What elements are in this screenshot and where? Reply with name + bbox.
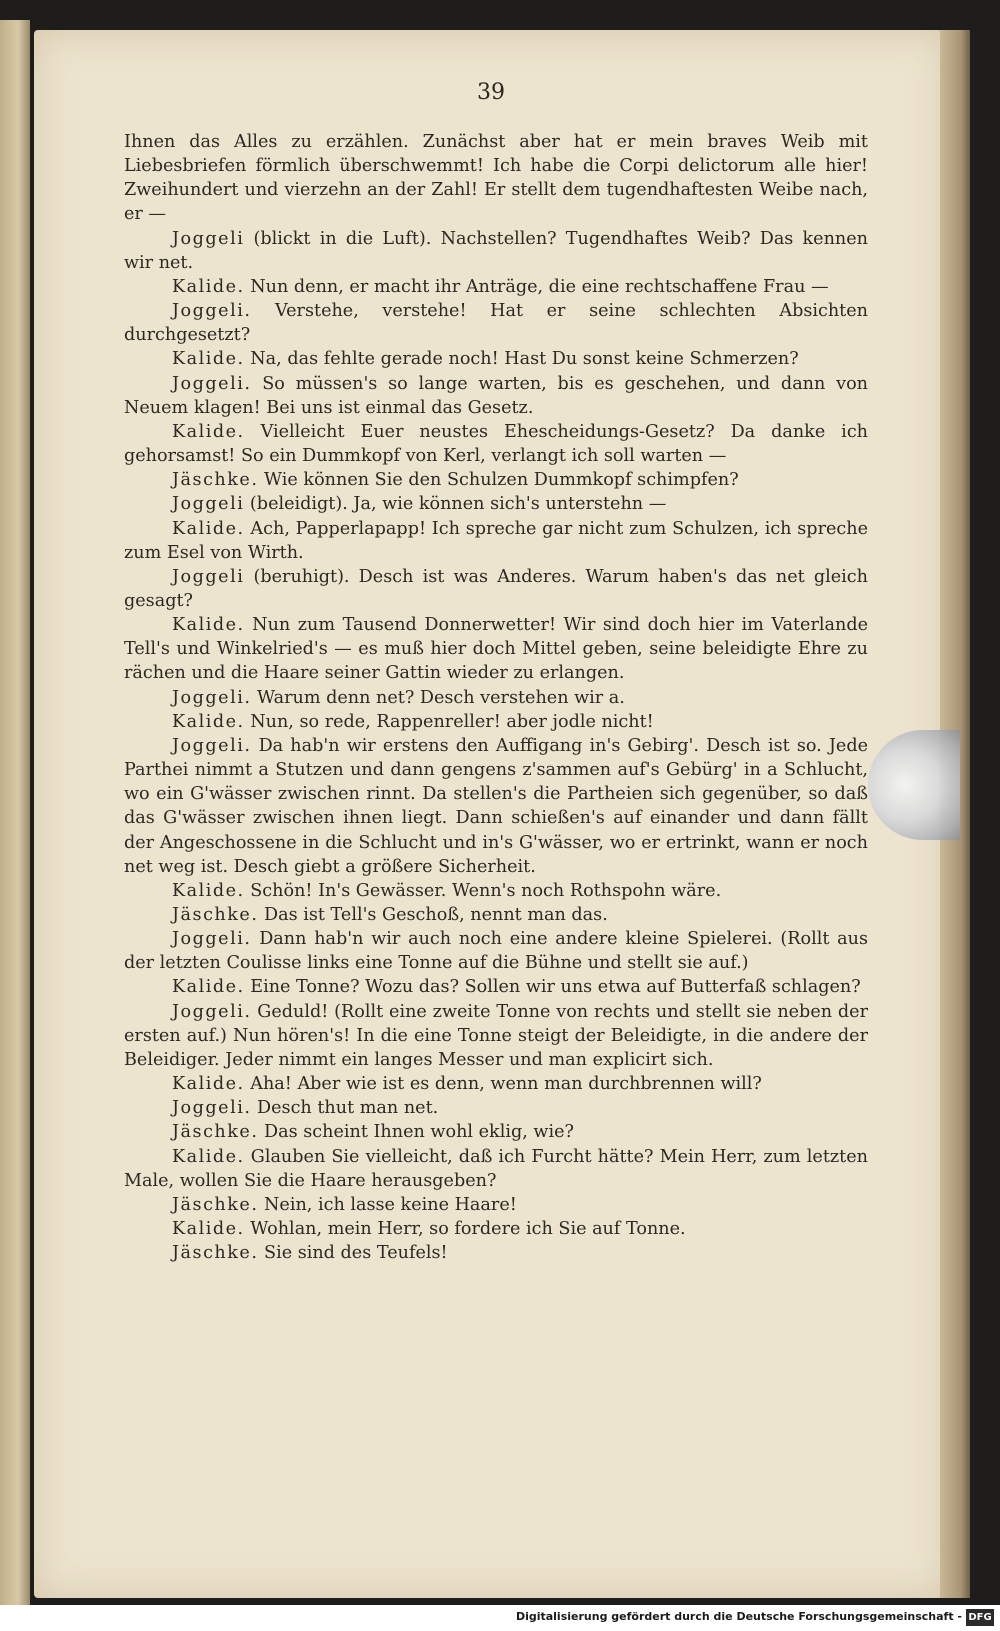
paragraph-text: Desch thut man net.	[251, 1098, 439, 1119]
speaker-name: Joggeli.	[172, 687, 252, 708]
speaker-name: Joggeli	[172, 566, 245, 587]
paragraph	[124, 372, 868, 420]
paragraph-text: Das scheint Ihnen wohl eklig, wie?	[258, 1122, 574, 1143]
paragraph-text: Wohlan, mein Herr, so fordere ich Sie auf Tonne.	[244, 1219, 686, 1240]
speaker-name: Joggeli.	[172, 373, 252, 394]
paragraph	[124, 1120, 868, 1144]
paragraph	[124, 1145, 868, 1193]
paragraph	[124, 227, 868, 275]
paragraph	[124, 903, 868, 927]
speaker-name: Joggeli	[172, 494, 245, 515]
paragraph-text: (beleidigt). Ja, wie können sich's unterstehn —	[244, 494, 667, 515]
paragraph	[124, 492, 868, 516]
paragraph	[124, 734, 868, 879]
paragraph-text: Glauben Sie vielleicht, daß ich Furcht hätte? Mein Herr, zum letzten Male, wollen Sie die Haare herausgeben?	[124, 1146, 868, 1191]
paragraph	[124, 1241, 868, 1265]
speaker-name: Joggeli.	[172, 735, 252, 756]
paragraph	[124, 347, 868, 371]
paragraph	[124, 420, 868, 468]
speaker-name: Kalide.	[172, 421, 245, 442]
paragraph-text: Warum denn net? Desch verstehen wir a.	[251, 687, 625, 708]
paragraph	[124, 1217, 868, 1241]
speaker-name: Joggeli	[172, 228, 245, 249]
paragraph	[124, 1072, 868, 1096]
speaker-name: Kalide.	[172, 615, 245, 636]
speaker-name: Kalide.	[172, 711, 245, 732]
paragraph-text: Wie können Sie den Schulzen Dummkopf schimpfen?	[258, 470, 739, 491]
paragraph	[124, 299, 868, 347]
paragraph-text: Verstehe, verstehe! Hat er seine schlechten Absichten durchgesetzt?	[124, 301, 868, 346]
dfg-logo: DFG	[966, 1609, 994, 1626]
speaker-name: Kalide.	[172, 276, 245, 297]
speaker-name: Kalide.	[172, 1219, 245, 1240]
paragraph-text: Das ist Tell's Geschoß, nennt man das.	[258, 905, 608, 925]
paragraph-text: Da hab'n wir erstens den Auffigang in's Gebirg'. Desch ist so. Jede Parthei nimmt a Stutzen und dann gengens z'sammen auf's Gebürg' in a Schlucht, wo ein G'wässer zwischen rinnt. Da stellen's die Partheien sich gegenüber, so daß das G'wässer zwischen ihnen liegt. Dann schießen's auf einander und dann fällt der Angeschossene in die Schlucht und in's G'wässer, wo er ertrinkt, wann er noch net weg ist. Desch giebt a größere Sicherheit.	[124, 735, 868, 877]
speaker-name: Joggeli.	[172, 301, 252, 322]
paragraph-text: Aha! Aber wie ist es denn, wenn man durchbrennen will?	[244, 1074, 762, 1095]
paragraph-text: Nein, ich lasse keine Haare!	[258, 1194, 517, 1215]
page-number: 39	[477, 80, 505, 105]
speaker-name: Kalide.	[172, 518, 245, 539]
paragraph	[124, 1000, 868, 1072]
paragraph	[124, 686, 868, 710]
paragraph	[124, 710, 868, 734]
text-body	[124, 130, 868, 1265]
paragraph	[124, 927, 868, 975]
footer-credit: Digitalisierung gefördert durch die Deutsche Forschungsgemeinschaft -	[515, 1610, 962, 1623]
left-page-edge	[0, 20, 30, 1605]
paragraph	[124, 879, 868, 903]
paragraph	[124, 1096, 868, 1120]
paragraph-text: (blickt in die Luft). Nachstellen? Tugendhaftes Weib? Das kennen wir net.	[124, 228, 868, 273]
speaker-name: Joggeli.	[172, 1001, 252, 1022]
paragraph-text: Ihnen das Alles zu erzählen. Zunächst aber hat er mein braves Weib mit Liebesbriefen förmlich überschwemmt! Ich habe die Corpi delictorum alle hier! Zweihundert und vierzehn an der Zahl! Er stellt dem tugendhaftesten Weibe nach, er —	[124, 132, 868, 225]
paragraph	[124, 613, 868, 685]
speaker-name: Kalide.	[172, 1146, 245, 1167]
paragraph-text: Nun, so rede, Rappenreller! aber jodle nicht!	[244, 711, 654, 732]
speaker-name: Jäschke.	[172, 1194, 259, 1215]
speaker-name: Joggeli.	[172, 929, 252, 950]
paragraph-text: (beruhigt). Desch ist was Anderes. Warum haben's das net gleich gesagt?	[124, 566, 868, 611]
paragraph-text: Nun zum Tausend Donnerwetter! Wir sind doch hier im Vaterlande Tell's und Winkelried's — es muß hier doch Mittel geben, seine beleidigte Ehre zu rächen und die Haare seiner Gattin wieder zu erlangen.	[124, 615, 868, 684]
footer-bar	[0, 1605, 1000, 1631]
paragraph-text: Sie sind des Teufels!	[258, 1243, 448, 1264]
paragraph-text: Dann hab'n wir auch noch eine andere kleine Spielerei. (Rollt aus der letzten Coulisse links eine Tonne auf die Bühne und stellt sie auf.)	[124, 929, 868, 974]
paragraph-text: So müssen's so lange warten, bis es geschehen, und dann von Neuem klagen! Bei uns ist einmal das Gesetz.	[124, 373, 868, 418]
paragraph-text: Ach, Papperlapapp! Ich spreche gar nicht zum Schulzen, ich spreche zum Esel von Wirth.	[124, 518, 868, 563]
paragraph	[124, 565, 868, 613]
speaker-name: Kalide.	[172, 1074, 245, 1095]
paragraph	[124, 975, 868, 999]
speaker-name: Jäschke.	[172, 1243, 259, 1264]
speaker-name: Kalide.	[172, 977, 245, 998]
speaker-name: Jäschke.	[172, 1122, 259, 1143]
speaker-name: Joggeli.	[172, 1098, 252, 1119]
speaker-name: Kalide.	[172, 880, 245, 901]
paragraph	[124, 468, 868, 492]
paragraph-text: Nun denn, er macht ihr Anträge, die eine rechtschaffene Frau —	[244, 276, 829, 297]
book-page	[34, 30, 948, 1598]
speaker-name: Jäschke.	[172, 470, 259, 491]
paragraph	[124, 275, 868, 299]
paragraph	[124, 130, 868, 227]
paragraph-text: Schön! In's Gewässer. Wenn's noch Rothspohn wäre.	[244, 880, 722, 901]
paragraph-text: Na, das fehlte gerade noch! Hast Du sonst keine Schmerzen?	[244, 349, 799, 370]
paragraph-text: Vielleicht Euer neustes Ehescheidungs-Gesetz? Da danke ich gehorsamst! So ein Dummkopf von Kerl, verlangt ich soll warten —	[124, 421, 868, 467]
paragraph-text: Eine Tonne? Wozu das? Sollen wir uns etwa auf Butterfaß schlagen?	[244, 977, 861, 998]
paragraph-text: Geduld! (Rollt eine zweite Tonne von rechts und stellt sie neben der ersten auf.) Nun hören's! In die eine Tonne steigt der Beleidigte, in die andere der Beleidiger. Jeder nimmt ein langes Messer und man explicirt sich.	[124, 1001, 868, 1070]
paragraph	[124, 1193, 868, 1217]
speaker-name: Kalide.	[172, 349, 245, 370]
speaker-name: Jäschke.	[172, 905, 259, 925]
paragraph	[124, 517, 868, 565]
